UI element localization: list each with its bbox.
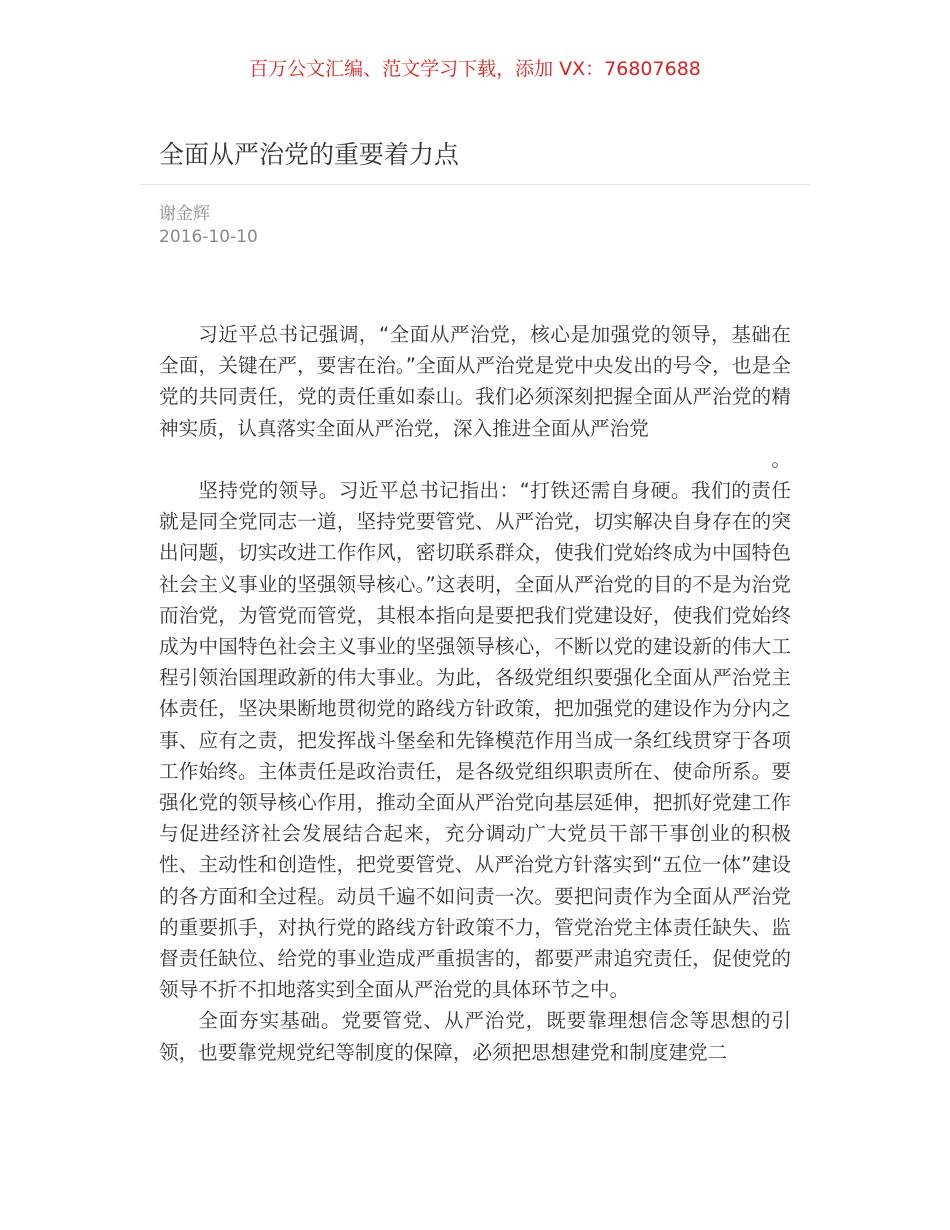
article-meta [159,203,258,249]
title-divider [140,184,810,185]
article-author: 谢金辉 [159,204,210,224]
paragraph-intro: 习近平总书记强调，“全面从严治党，核心是加强党的领导，基础在全面，关键在严，要害在治。”全面从严治党是党中央发出的号令，也是全党的共同责任，党的责任重如泰山。我们必须深刻把握全面从严治党的精神实质，认真落实全面从严治党，深入推进全面从严治党 [159,323,791,440]
article-title: 全面从严治党的重要着力点 [159,140,460,169]
article-date: 2016-10-10 [159,227,258,247]
paragraph-intro-end-mark: 。 [771,447,791,471]
paragraph-foundation: 全面夯实基础。党要管党、从严治党，既要靠理想信念等思想的引领，也要靠党规党纪等制度的保障，必须把思想建党和制度建党二 [159,1009,791,1064]
header-banner: 百万公文汇编、范文学习下载，添加 VX：76807688 [249,58,701,80]
paragraph-leadership: 坚持党的领导。习近平总书记指出：“打铁还需自身硬。我们的责任就是同全党同志一道，坚持党要管党、从严治党，切实解决自身存在的突出问题，切实改进工作作风，密切联系群众，使我们党始终成为中国特色社会主义事业的坚强领导核心。”这表明，全面从严治党的目的不是为治党而治党，为管党而管党，其根本指向是要把我们党建设好，使我们党始终成为中国特色社会主义事业的坚强领导核心，不断以党的建设新的伟大工程引领治国理政新的伟大事业。为此，各级党组织要强化全面从严治党主体责任，坚决果断地贯彻党的路线方针政策，把加强党的建设作为分内之事、应有之责，把发挥战斗堡垒和先锋模范作用当成一条红线贯穿于各项工作始终。主体责任是政治责任，是各级党组织职责所在、使命所系。要强化党的领导核心作用，推动全面从严治党向基层延伸，把抓好党建工作与促进经济社会发展结合起来，充分调动广大党员干部干事创业的积极性、主动性和创造性，把党要管党、从严治党方针落实到“五位一体”建设的各方面和全过程。动员千遍不如问责一次。要把问责作为全面从严治党的重要抓手，对执行党的路线方针政策不力，管党治党主体责任缺失、监督责任缺位、给党的事业造成严重损害的，都要严肃追究责任，促使党的领导不折不扣地落实到全面从严治党的具体环节之中。 [159,479,791,1002]
article-body [159,319,791,1068]
